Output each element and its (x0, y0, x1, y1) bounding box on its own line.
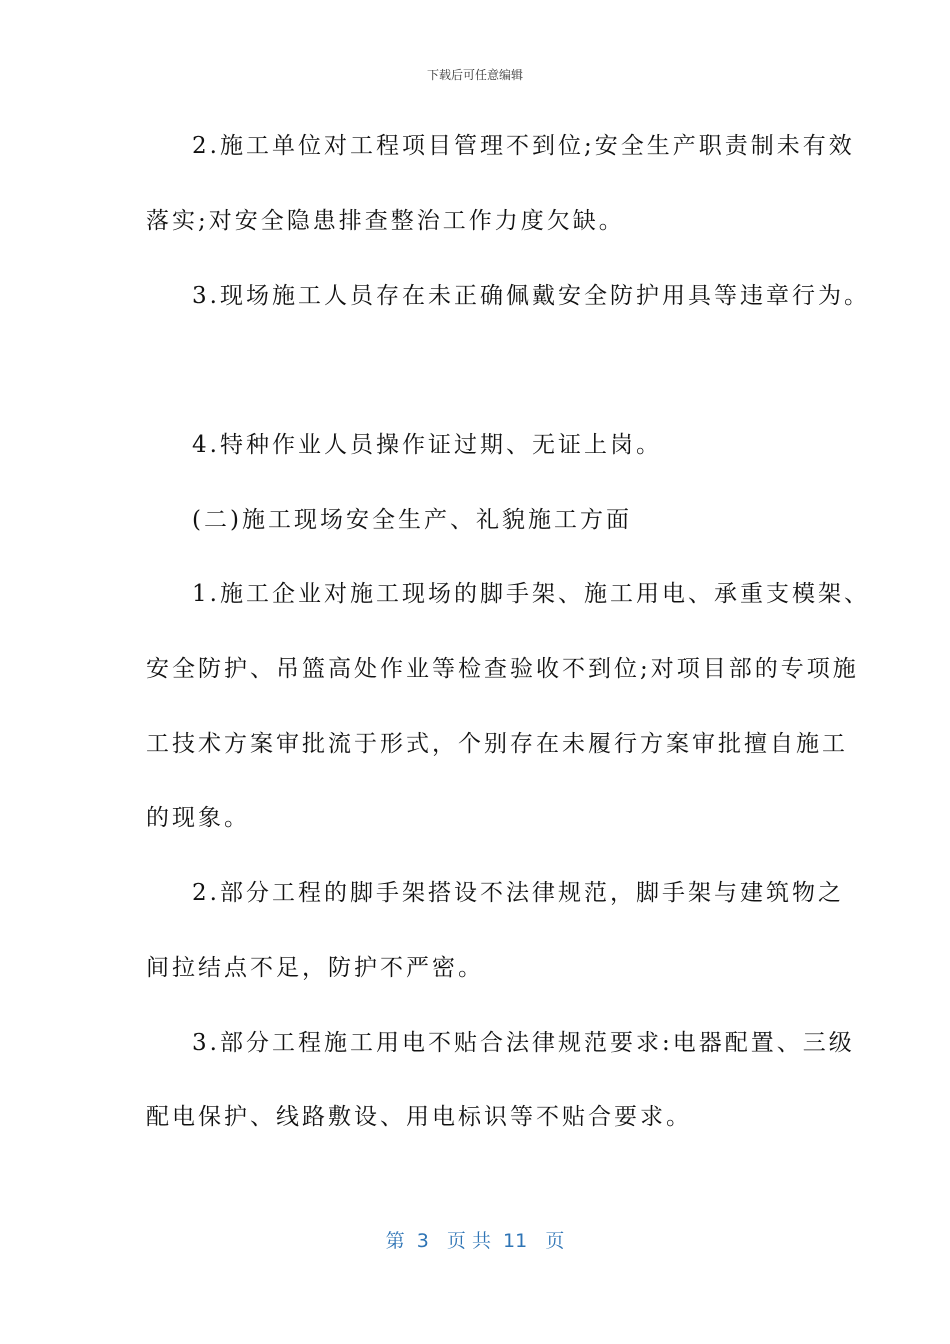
paragraph-line: 3.部分工程施工用电不贴合法律规范要求:电器配置、三级 (192, 1030, 855, 1056)
paragraph-line: 工技术方案审批流于形式，个别存在未履行方案审批擅自施工 (146, 731, 848, 757)
paragraph-line: 2.部分工程的脚手架搭设不法律规范，脚手架与建筑物之 (192, 880, 844, 906)
paragraph-line: 2.施工单位对工程项目管理不到位;安全生产职责制未有效 (192, 133, 855, 159)
paragraph-line: 的现象。 (146, 805, 250, 831)
paragraph-line: 安全防护、吊篮高处作业等检查验收不到位;对项目部的专项施 (146, 656, 859, 682)
page-header: 下载后可任意编辑 (426, 68, 523, 82)
paragraph-line: 配电保护、线路敷设、用电标识等不贴合要求。 (146, 1104, 692, 1130)
paragraph-line: 1.施工企业对施工现场的脚手架、施工用电、承重支模架、 (192, 581, 870, 607)
section-heading: (二)施工现场安全生产、礼貌施工方面 (192, 507, 632, 533)
page-number-footer: 第 3 页 共 11 页 (385, 1230, 565, 1252)
paragraph-line: 4.特种作业人员操作证过期、无证上岗。 (192, 432, 662, 458)
paragraph-line: 间拉结点不足，防护不严密。 (146, 955, 484, 981)
paragraph-line: 3.现场施工人员存在未正确佩戴安全防护用具等违章行为。 (192, 283, 870, 309)
paragraph-line: 落实;对安全隐患排查整治工作力度欠缺。 (146, 208, 625, 234)
